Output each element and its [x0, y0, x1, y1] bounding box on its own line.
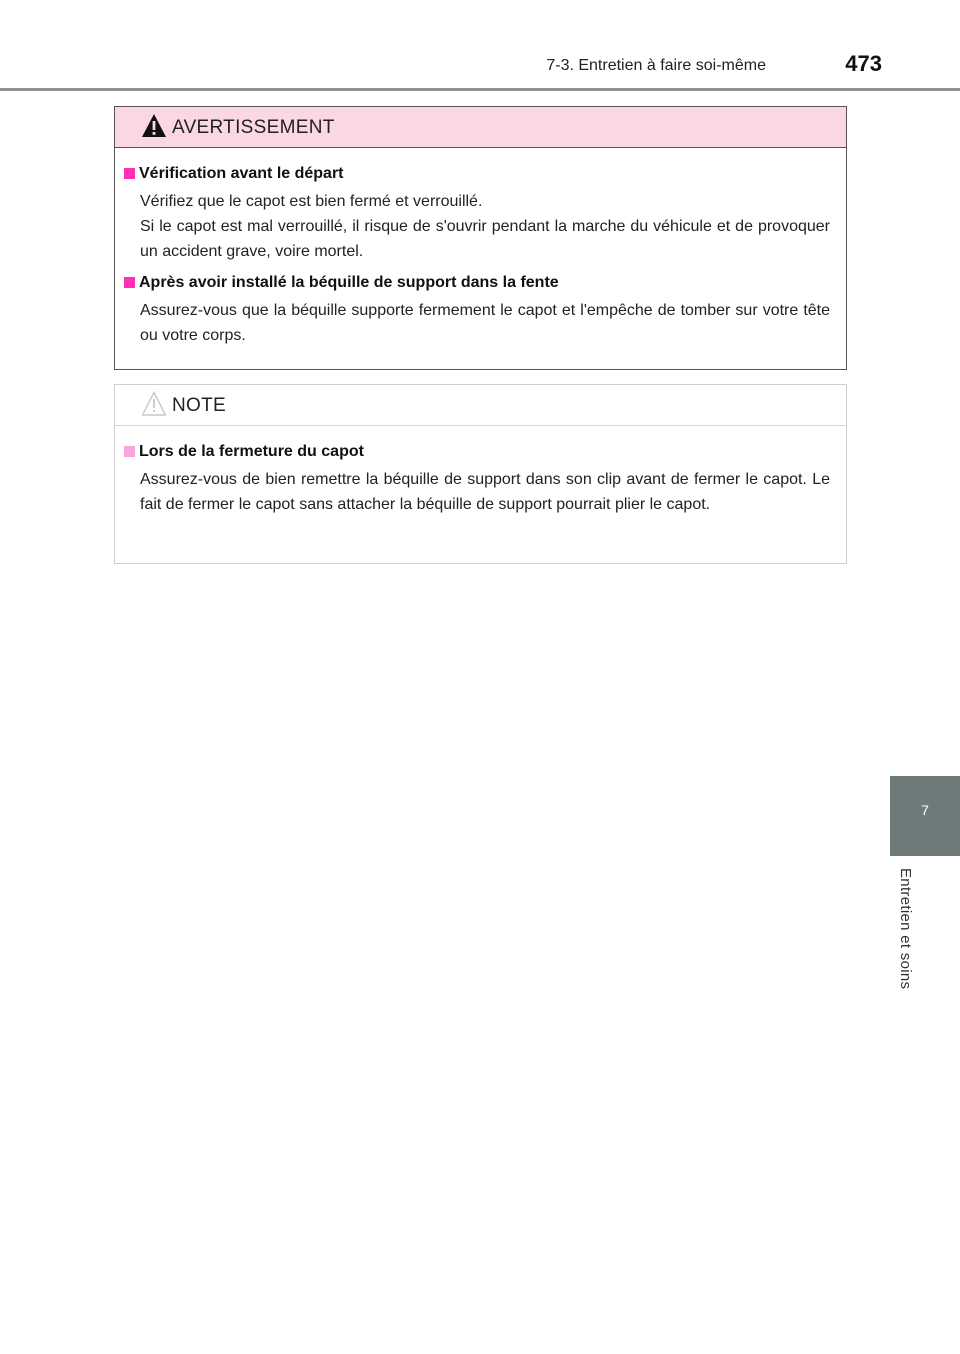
warning-paragraph: Vérifiez que le capot est bien fermé et verrouillé.: [140, 193, 483, 210]
warning-section-title: Après avoir installé la béquille de support dans la fente: [139, 274, 559, 291]
warning-paragraph: Assurez-vous que la béquille supporte fermement le capot et l'empêche de tomber sur votre tête ou votre corps.: [140, 302, 830, 344]
warning-section-support-rod: [127, 272, 830, 348]
warning-box-header: [115, 107, 846, 148]
chapter-title: Entretien et soins: [897, 868, 914, 990]
page-number: 473: [845, 51, 882, 76]
note-heading: NOTE: [172, 395, 226, 416]
warning-section-title: Vérification avant le départ: [139, 165, 344, 182]
note-paragraph: Assurez-vous de bien remettre la béquille de support dans son clip avant de fermer le capot. Le fait de fermer le capot sans attacher la béquille de support pourrait plier le capot.: [140, 471, 830, 513]
bullet-square-icon: [124, 277, 135, 288]
header-rule: [0, 88, 960, 91]
bullet-square-icon: [124, 168, 135, 179]
caution-triangle-outline-icon: [141, 391, 167, 417]
warning-section-departure: [127, 163, 830, 264]
note-section-closing-hood: [127, 441, 830, 517]
warning-heading: AVERTISSEMENT: [172, 117, 335, 138]
chapter-tab: [890, 776, 960, 856]
note-box: [114, 384, 847, 564]
warning-triangle-icon: [141, 113, 167, 139]
warning-paragraph: Si le capot est mal verrouillé, il risque de s'ouvrir pendant la marche du véhicule et de provoquer un accident grave, voire mortel.: [140, 218, 830, 260]
note-section-title: Lors de la fermeture du capot: [139, 443, 364, 460]
section-title: 7-3. Entretien à faire soi-même: [546, 57, 766, 74]
bullet-square-icon: [124, 446, 135, 457]
note-box-header: [115, 385, 846, 426]
chapter-number: 7: [921, 802, 929, 818]
warning-box: [114, 106, 847, 370]
